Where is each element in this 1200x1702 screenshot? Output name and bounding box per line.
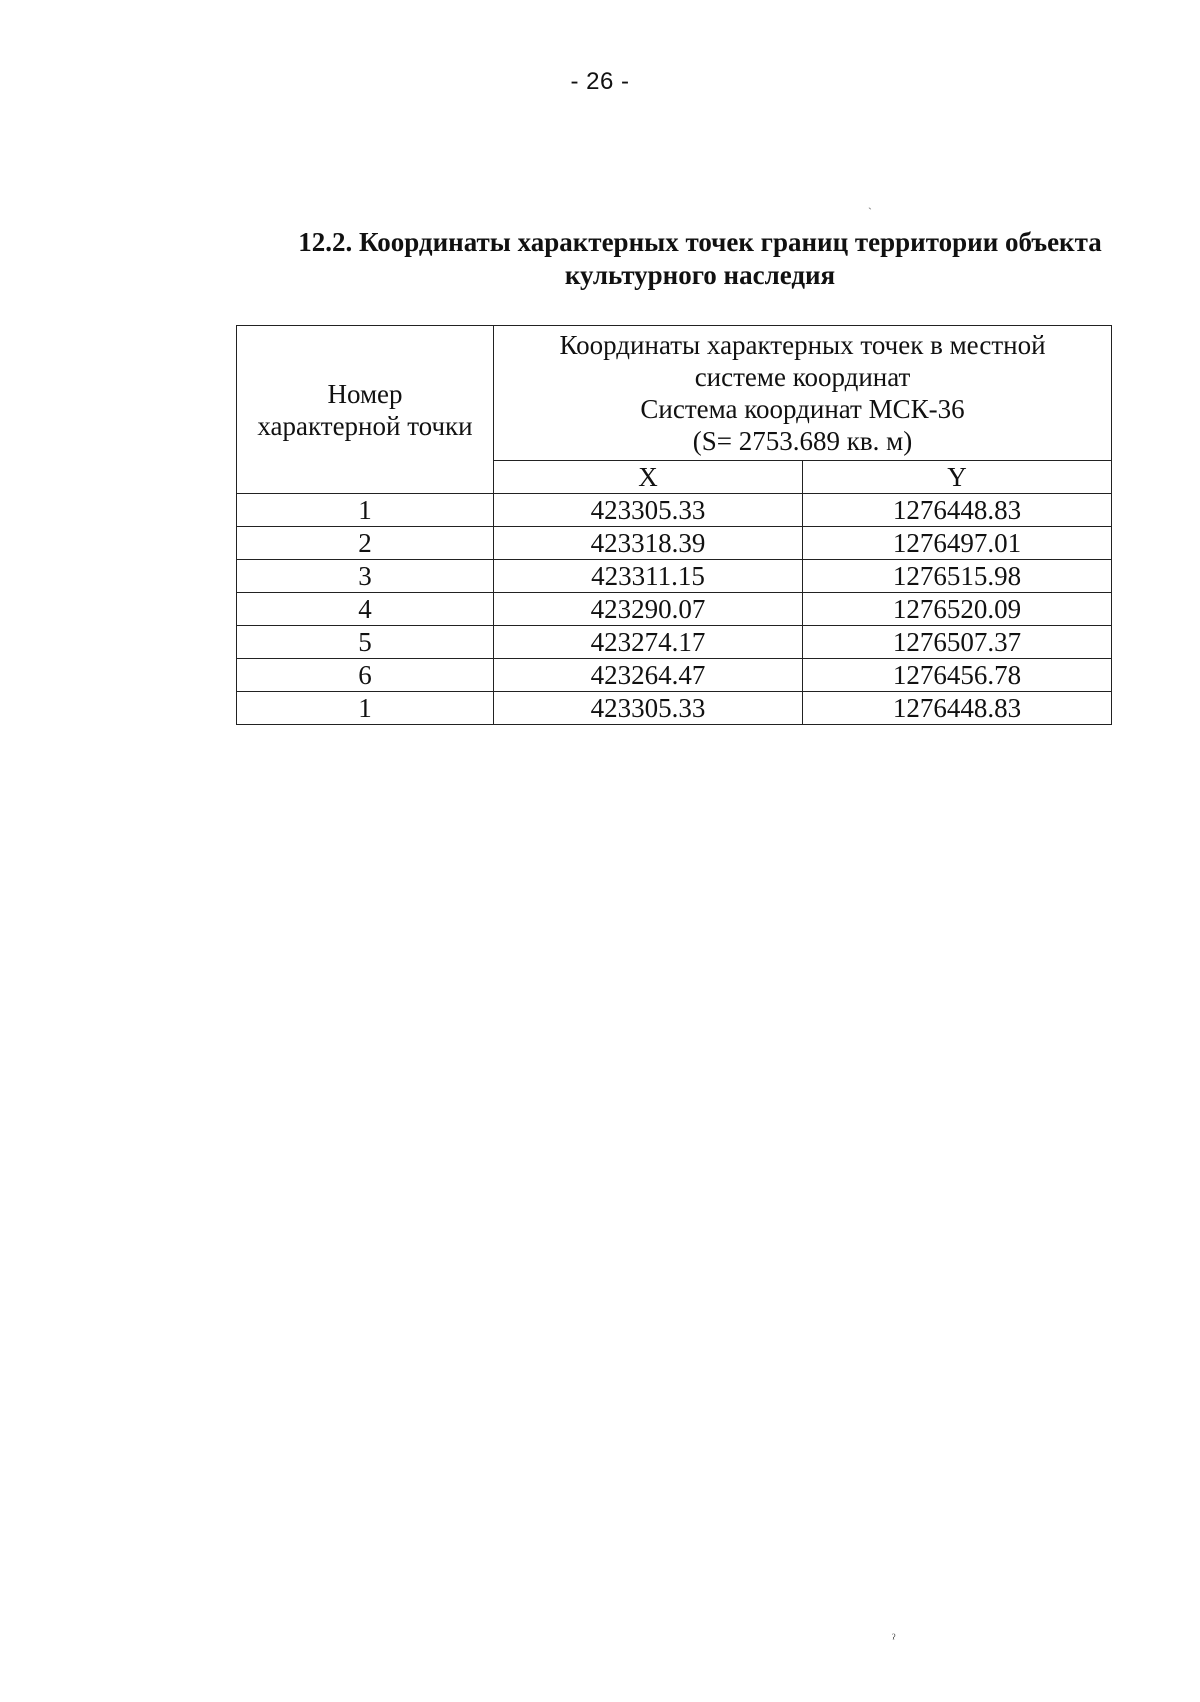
table-row [237,659,1112,692]
y-coordinate-cell: 1276448.83 [803,692,1112,725]
x-column-header: X [494,461,803,494]
section-title-line-1: 12.2. Координаты характерных точек границ территории объекта [298,227,1102,257]
y-column-header: Y [803,461,1112,494]
scan-speck: ` [868,205,872,219]
coordinates-header-line-1: Координаты характерных точек в местной [559,330,1046,360]
x-coordinate-cell: 423318.39 [494,527,803,560]
point-number-cell: 4 [237,593,494,626]
scan-speck: ˀ [892,1632,896,1647]
table-row [237,593,1112,626]
y-coordinate-cell: 1276507.37 [803,626,1112,659]
table-row [237,527,1112,560]
x-coordinate-cell: 423311.15 [494,560,803,593]
table-row [237,626,1112,659]
point-number-header-line-1: Номер [327,378,403,409]
coordinates-header-line-4: (S= 2753.689 кв. м) [692,426,913,456]
y-coordinate-cell: 1276520.09 [803,593,1112,626]
y-coordinate-cell: 1276497.01 [803,527,1112,560]
coordinates-table [236,325,1112,725]
table-row [237,560,1112,593]
page-number: - 26 - [570,68,630,95]
point-number-cell: 1 [237,692,494,725]
point-number-cell: 3 [237,560,494,593]
point-number-header-line-2: характерной точки [257,410,473,441]
point-number-header [237,326,494,494]
point-number-cell: 2 [237,527,494,560]
x-coordinate-cell: 423274.17 [494,626,803,659]
y-coordinate-cell: 1276515.98 [803,560,1112,593]
table-row [237,692,1112,725]
point-number-cell: 1 [237,494,494,527]
x-coordinate-cell: 423290.07 [494,593,803,626]
x-coordinate-cell: 423264.47 [494,659,803,692]
y-coordinate-cell: 1276448.83 [803,494,1112,527]
section-title-line-2: культурного наследия [564,260,836,290]
y-coordinate-cell: 1276456.78 [803,659,1112,692]
x-coordinate-cell: 423305.33 [494,494,803,527]
coordinates-header-line-3: Система координат МСК-36 [640,394,965,424]
point-number-cell: 6 [237,659,494,692]
x-coordinate-cell: 423305.33 [494,692,803,725]
table-row [237,494,1112,527]
section-title [240,226,1160,292]
point-number-cell: 5 [237,626,494,659]
table-header-row [237,326,1112,461]
coordinates-header [494,326,1112,461]
coordinates-header-line-2: системе координат [694,362,911,392]
